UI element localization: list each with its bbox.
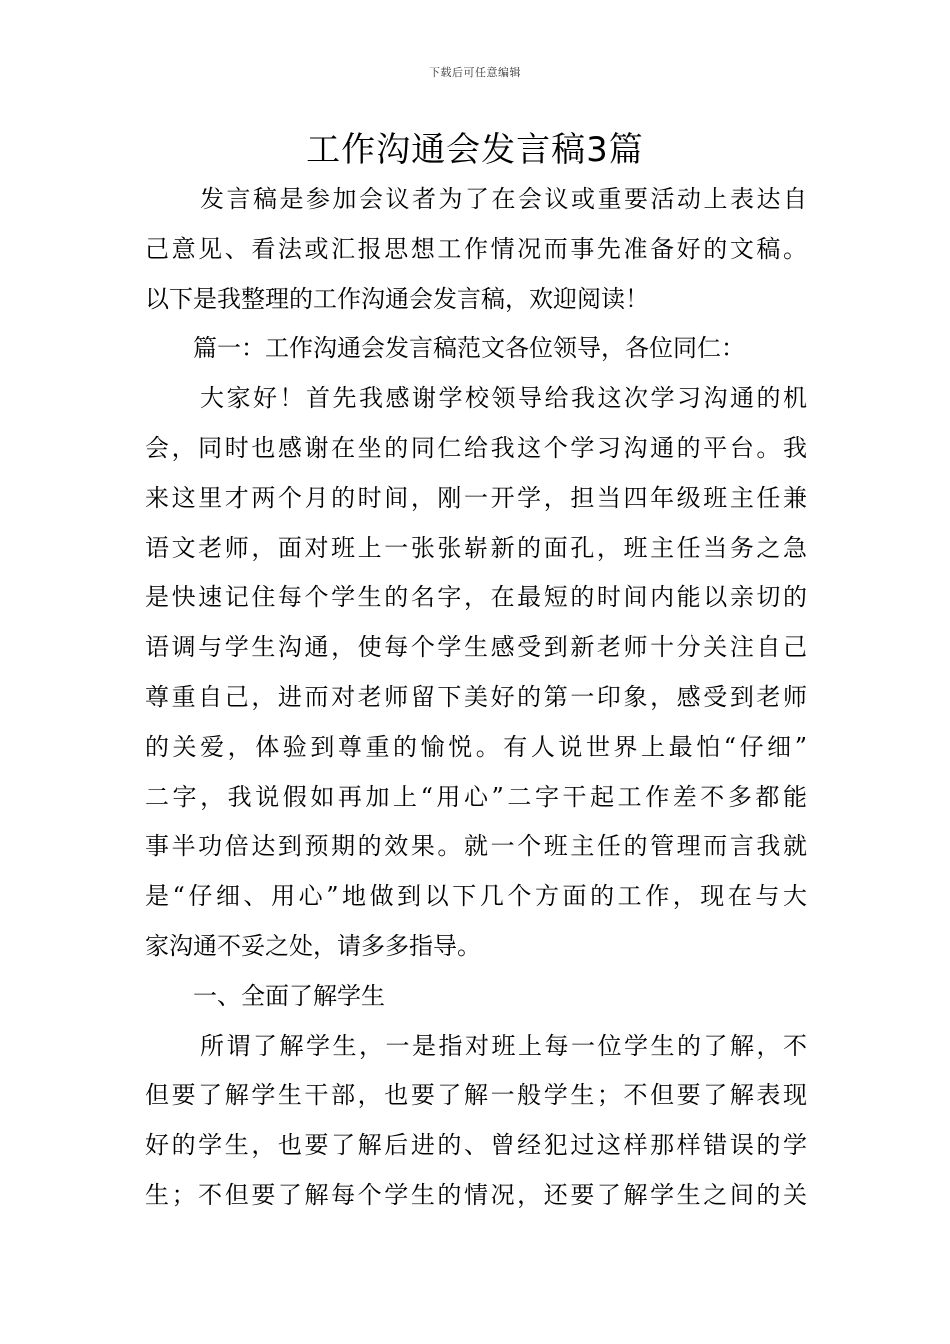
section-heading-line: 一、全面了解学生 bbox=[193, 981, 385, 1010]
section-heading-line: 篇一：工作沟通会发言稿范文各位领导，各位同仁： bbox=[193, 334, 745, 363]
paragraph-line: 是“仔细、用心”地做到以下几个方面的工作，现在与大 bbox=[145, 882, 807, 911]
document-title: 工作沟通会发言稿3篇 bbox=[306, 130, 644, 170]
paragraph-line: 以下是我整理的工作沟通会发言稿，欢迎阅读！ bbox=[145, 284, 649, 313]
paragraph-line: 是快速记住每个学生的名字，在最短的时间内能以亲切的 bbox=[145, 583, 807, 612]
paragraph-line: 家沟通不妥之处，请多多指导。 bbox=[145, 931, 481, 960]
paragraph-line: 的关爱，体验到尊重的愉悦。有人说世界上最怕“仔细” bbox=[145, 732, 807, 761]
paragraph-line: 事半功倍达到预期的效果。就一个班主任的管理而言我就 bbox=[145, 832, 807, 861]
paragraph-line: 但要了解学生干部，也要了解一般学生；不但要了解表现 bbox=[145, 1081, 807, 1110]
paragraph-line: 来这里才两个月的时间，刚一开学，担当四年级班主任兼 bbox=[145, 483, 807, 512]
header-note: 下载后可任意编辑 bbox=[429, 66, 521, 79]
paragraph-line: 发言稿是参加会议者为了在会议或重要活动上表达自 bbox=[200, 185, 807, 213]
paragraph-line: 所谓了解学生，一是指对班上每一位学生的了解，不 bbox=[200, 1031, 807, 1060]
document-body bbox=[145, 175, 807, 1221]
paragraph-line: 大家好！首先我感谢学校领导给我这次学习沟通的机 bbox=[200, 384, 807, 413]
paragraph-line: 生；不但要了解每个学生的情况，还要了解学生之间的关 bbox=[145, 1180, 807, 1209]
paragraph-line: 会，同时也感谢在坐的同仁给我这个学习沟通的平台。我 bbox=[145, 433, 807, 462]
paragraph-line: 尊重自己，进而对老师留下美好的第一印象，感受到老师 bbox=[145, 682, 807, 711]
paragraph-line: 好的学生，也要了解后进的、曾经犯过这样那样错误的学 bbox=[145, 1131, 807, 1160]
paragraph-line: 语文老师，面对班上一张张崭新的面孔，班主任当务之急 bbox=[145, 533, 807, 562]
paragraph-line: 语调与学生沟通，使每个学生感受到新老师十分关注自己 bbox=[145, 633, 807, 662]
paragraph-line: 己意见、看法或汇报思想工作情况而事先准备好的文稿。 bbox=[145, 234, 807, 263]
paragraph-line: 二字，我说假如再加上“用心”二字干起工作差不多都能 bbox=[145, 782, 807, 811]
